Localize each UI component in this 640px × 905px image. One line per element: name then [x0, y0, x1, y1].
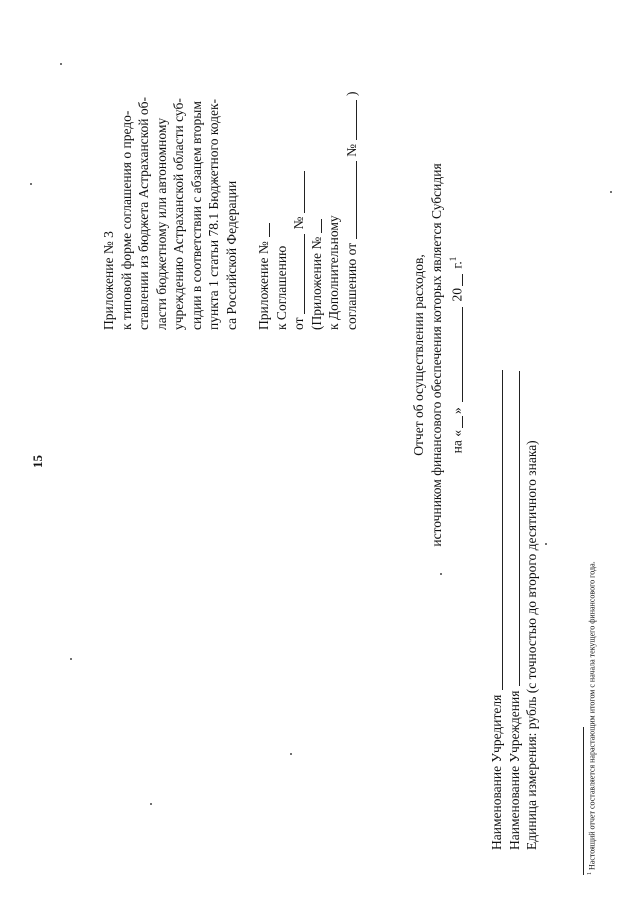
appendix-heading: Приложение № 3: [101, 231, 116, 330]
scan-speck: [440, 573, 442, 575]
year-prefix: 20: [449, 287, 465, 302]
report-title: [410, 110, 466, 600]
founder-label: Наименование Учредителя: [489, 694, 504, 850]
appendix-number-field[interactable]: [256, 223, 270, 237]
appendix-line: к типовой форме соглашения о предо-: [118, 110, 134, 330]
year-suffix: г.: [449, 261, 465, 269]
agreement-from-label: соглашению от: [343, 242, 359, 330]
page-number: 15: [30, 455, 45, 468]
report-date-line: [445, 110, 466, 600]
agreement-number-field[interactable]: [291, 171, 305, 213]
date-mid: »: [449, 407, 465, 414]
number-sign: №: [291, 216, 306, 230]
date-prefix: на «: [449, 429, 465, 454]
appendix-line: пункта 1 статьи 78.1 Бюджетного кодек-: [206, 98, 221, 330]
scan-speck: [70, 658, 72, 660]
appendix-line: ласти бюджетному или автономному: [153, 117, 169, 330]
from-label: от: [291, 317, 306, 330]
additional-agreement-row: [343, 90, 361, 330]
appendix-number-label: Приложение №: [256, 241, 271, 330]
appendix-block: [100, 45, 240, 330]
founder-field[interactable]: [489, 370, 503, 690]
additional-number-field[interactable]: [343, 100, 357, 140]
appendix-line: сидии в соответствии с абзацем вторым: [188, 101, 204, 330]
founder-row: [488, 370, 506, 850]
report-title-line-2: источником финансового обеспечения которых является Субсидия: [428, 163, 444, 547]
footnote-mark: 1: [587, 872, 593, 875]
month-field[interactable]: [449, 307, 463, 402]
scan-speck: [60, 63, 62, 65]
number-sign: №: [343, 144, 359, 157]
footnote-marker: 1: [448, 256, 458, 262]
agreement-date-field[interactable]: [291, 234, 305, 314]
scan-speck: [545, 543, 547, 545]
institution-field[interactable]: [506, 371, 520, 686]
report-meta-block: [488, 370, 541, 850]
footnote-text: Настоящий отчет составляется нарастающим итогом с начала текущего финансового года.: [587, 561, 597, 870]
to-agreement-row: [273, 90, 291, 330]
appendix-line: са Российской Федерации: [223, 180, 239, 330]
scan-speck: [150, 803, 152, 805]
report-title-line-1: Отчет об осуществлении расходов,: [411, 254, 426, 456]
agreement-date-row: [290, 90, 308, 330]
appendix-line: учреждению Астраханской области суб-: [171, 98, 186, 330]
scan-speck: [290, 753, 292, 755]
to-agreement-label: к Соглашению: [273, 245, 289, 330]
to-additional-row: [325, 90, 343, 330]
scan-speck: [610, 191, 612, 193]
close-paren: ): [343, 91, 359, 97]
paren-appendix-label: (Приложение №: [308, 236, 324, 330]
institution-label: Наименование Учреждения: [506, 690, 522, 850]
unit-row: [523, 370, 541, 850]
institution-row: [506, 370, 524, 850]
appendix-number-row: [255, 90, 273, 330]
appendix-line: ставлении из бюджета Астраханской об-: [136, 97, 151, 330]
paren-appendix-number-field[interactable]: [308, 219, 322, 233]
to-additional-label: к Дополнительному: [326, 215, 341, 330]
year-field[interactable]: [449, 274, 463, 286]
unit-label: Единица измерения: рубль (с точностью до второго десятичного знака): [524, 440, 539, 850]
agreement-reference-block: [255, 90, 360, 330]
footnote: [587, 561, 597, 875]
footnote-divider: [583, 727, 584, 875]
additional-date-field[interactable]: [343, 161, 357, 239]
day-field[interactable]: [449, 416, 463, 428]
scan-speck: [30, 183, 32, 185]
paren-appendix-row: [308, 90, 326, 330]
